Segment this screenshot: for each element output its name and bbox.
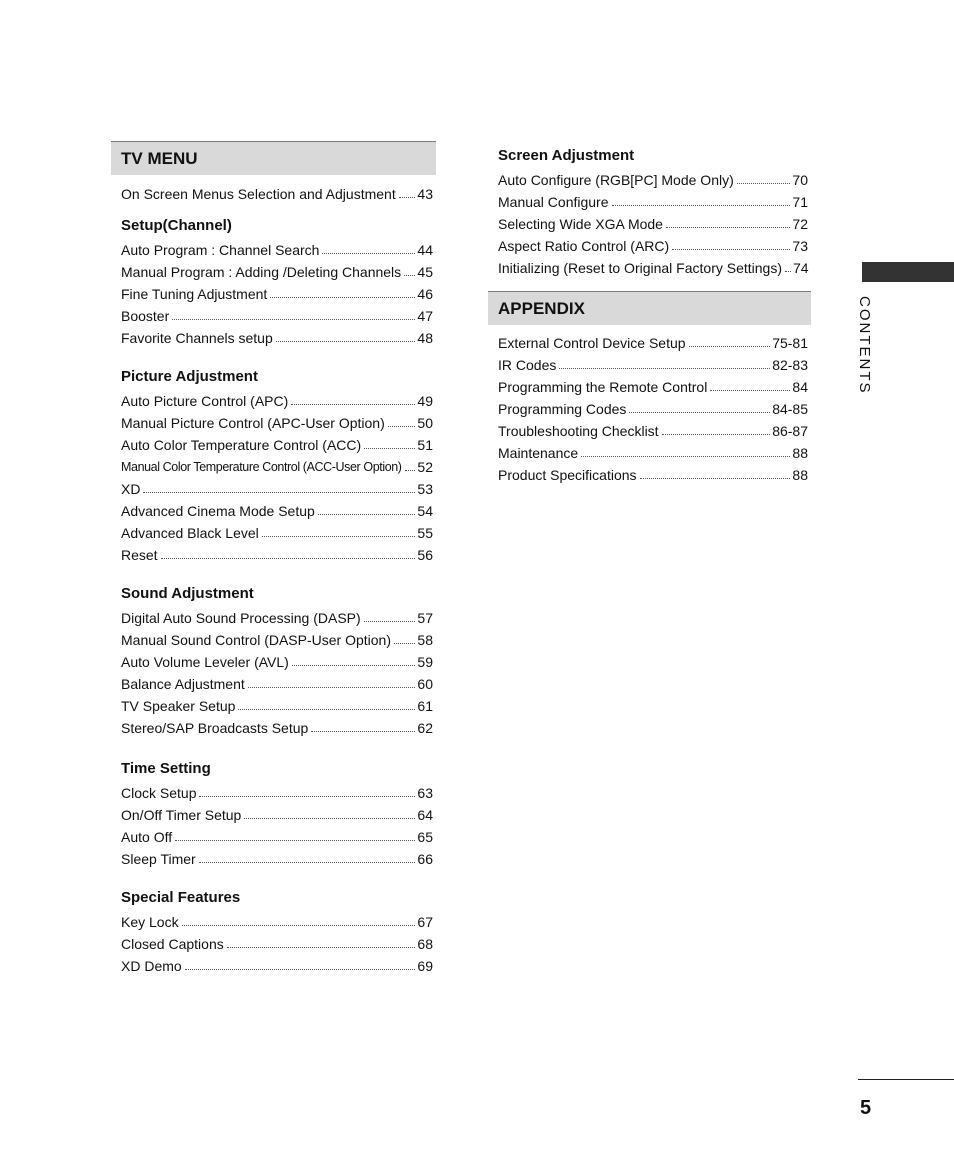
dot-leader [689, 346, 771, 347]
toc-entry[interactable] [121, 671, 433, 693]
toc-entry-page: 60 [417, 676, 433, 692]
side-tab-label: CONTENTS [856, 296, 873, 395]
toc-entry-label: Auto Color Temperature Control (ACC) [121, 437, 362, 453]
toc-entry-page: 69 [417, 958, 433, 974]
group-special-features [111, 887, 436, 975]
toc-entry-label: Favorite Channels setup [121, 330, 273, 346]
toc-entry-page: 67 [417, 914, 433, 930]
toc-entry-page: 72 [792, 216, 808, 232]
toc-entry[interactable] [121, 476, 433, 498]
toc-entry-label: Maintenance [498, 445, 579, 461]
toc-entry[interactable] [498, 167, 808, 189]
tv-menu-intro [111, 175, 436, 203]
toc-entry-label: Balance Adjustment [121, 676, 245, 692]
dot-leader [405, 470, 416, 471]
toc-entry[interactable] [121, 303, 433, 325]
toc-entry-page: 66 [417, 851, 433, 867]
group-title: Setup(Channel) [121, 217, 232, 234]
toc-entry[interactable] [498, 374, 808, 396]
page-number: 5 [860, 1097, 872, 1119]
toc-entry-page: 45 [417, 264, 433, 280]
toc-entry[interactable] [121, 237, 433, 259]
toc-entry-page: 73 [792, 238, 808, 254]
toc-entry-label: Selecting Wide XGA Mode [498, 216, 663, 232]
toc-entry-label: Manual Picture Control (APC-User Option) [121, 415, 385, 431]
toc-entry-page: 53 [417, 481, 433, 497]
toc-entry[interactable] [498, 189, 808, 211]
dot-leader [399, 197, 416, 198]
toc-entry-page: 64 [417, 807, 433, 823]
toc-entry-label: TV Speaker Setup [121, 698, 236, 714]
dot-leader [662, 434, 771, 435]
dot-leader [244, 818, 415, 819]
toc-entry[interactable] [121, 259, 433, 281]
dot-leader [737, 183, 791, 184]
toc-entry-label: Auto Volume Leveler (AVL) [121, 654, 289, 670]
dot-leader [238, 709, 415, 710]
toc-entry[interactable] [121, 410, 433, 432]
toc-entry[interactable] [121, 605, 433, 627]
toc-entry-page: 70 [792, 172, 808, 188]
toc-entry-label: Initializing (Reset to Original Factory Settings) [498, 260, 782, 276]
toc-entry[interactable] [121, 432, 433, 454]
toc-entry-label: Booster [121, 308, 170, 324]
group-title: Time Setting [121, 760, 211, 777]
group-time-setting [111, 758, 436, 868]
toc-entry[interactable] [121, 780, 433, 802]
toc-entry-page: 71 [792, 194, 808, 210]
toc-entry-page: 74 [793, 260, 809, 276]
toc-entry-label: Manual Color Temperature Control (ACC-User Option) [121, 460, 402, 474]
dot-leader [364, 621, 416, 622]
toc-entry[interactable] [498, 255, 808, 277]
dot-leader [227, 947, 416, 948]
dot-leader [640, 478, 791, 479]
toc-entry-label: IR Codes [498, 357, 557, 373]
toc-entry[interactable] [121, 824, 433, 846]
toc-entry-label: Advanced Cinema Mode Setup [121, 503, 315, 519]
toc-entry-label: Auto Picture Control (APC) [121, 393, 289, 409]
toc-entry-label: Auto Configure (RGB[PC] Mode Only) [498, 172, 734, 188]
toc-entry-page: 46 [417, 286, 433, 302]
section-header-tv-menu: TV MENU [111, 141, 436, 175]
toc-entry[interactable] [498, 233, 808, 255]
section-header-appendix: APPENDIX [488, 291, 811, 325]
toc-entry-page: 61 [417, 698, 433, 714]
dot-leader [292, 665, 416, 666]
toc-entry-page: 56 [417, 547, 433, 563]
dot-leader [559, 368, 770, 369]
group-setup-channel [111, 215, 436, 347]
toc-entry-label: Manual Sound Control (DASP-User Option) [121, 632, 392, 648]
toc-entry-label: Aspect Ratio Control (ARC) [498, 238, 670, 254]
dot-leader [143, 492, 415, 493]
dot-leader [270, 297, 415, 298]
dot-leader [710, 390, 790, 391]
toc-entry-label: Manual Configure [498, 194, 609, 210]
dot-leader [629, 412, 770, 413]
toc-entry[interactable] [498, 396, 808, 418]
toc-entry-label: External Control Device Setup [498, 335, 686, 351]
toc-entry-label: Troubleshooting Checklist [498, 423, 659, 439]
toc-entry-page: 52 [417, 459, 433, 475]
toc-entry-label: Auto Program : Channel Search [121, 242, 320, 258]
right-column [488, 141, 811, 484]
dot-leader [388, 426, 416, 427]
dot-leader [612, 205, 791, 206]
toc-entry-label: Auto Off [121, 829, 173, 845]
group-title: Picture Adjustment [121, 368, 258, 385]
toc-entry[interactable] [121, 953, 433, 975]
toc-entry-label: Advanced Black Level [121, 525, 259, 541]
dot-leader [172, 319, 415, 320]
dot-leader [581, 456, 790, 457]
dot-leader [672, 249, 790, 250]
toc-entry-label: On/Off Timer Setup [121, 807, 242, 823]
toc-entry-page: 59 [417, 654, 433, 670]
toc-entry-label: XD [121, 481, 141, 497]
dot-leader [666, 227, 790, 228]
dot-leader [161, 558, 416, 559]
dot-leader [394, 643, 415, 644]
toc-entry[interactable] [121, 931, 433, 953]
toc-entry[interactable] [121, 325, 433, 347]
dot-leader [175, 840, 415, 841]
left-column [111, 141, 436, 975]
dot-leader [318, 514, 416, 515]
toc-entry[interactable] [121, 802, 433, 824]
dot-leader [404, 275, 415, 276]
dot-leader [364, 448, 415, 449]
dot-leader [785, 271, 791, 272]
toc-entry-page: 82-83 [772, 357, 808, 373]
dot-leader [322, 253, 415, 254]
toc-entry[interactable] [121, 281, 433, 303]
group-screen-adjustment [488, 141, 811, 277]
toc-entry[interactable] [121, 909, 433, 931]
toc-entry-page: 62 [417, 720, 433, 736]
toc-entry[interactable] [121, 498, 433, 520]
toc-entry-page: 44 [417, 242, 433, 258]
toc-entry-label: Manual Program : Adding /Deleting Channels [121, 264, 402, 280]
dot-leader [311, 731, 415, 732]
toc-entry-page: 51 [417, 437, 433, 453]
toc-entry-label: Sleep Timer [121, 851, 196, 867]
toc-entry-label: XD Demo [121, 958, 182, 974]
toc-entry-label: Key Lock [121, 914, 179, 930]
toc-entry-label: Stereo/SAP Broadcasts Setup [121, 720, 309, 736]
toc-entry-page: 55 [417, 525, 433, 541]
toc-entry-page: 49 [417, 393, 433, 409]
toc-entry-page: 88 [792, 445, 808, 461]
toc-entry-page: 84 [792, 379, 808, 395]
toc-entry[interactable] [121, 454, 433, 476]
toc-entry[interactable] [121, 649, 433, 671]
toc-entry-label: Clock Setup [121, 785, 197, 801]
group-sound-adjustment [111, 583, 436, 737]
toc-entry[interactable] [498, 330, 808, 352]
toc-entry-page: 65 [417, 829, 433, 845]
group-title: Sound Adjustment [121, 585, 254, 602]
toc-entry-label: Programming Codes [498, 401, 627, 417]
toc-entry-page: 58 [417, 632, 433, 648]
toc-entry-page: 86-87 [772, 423, 808, 439]
toc-entry-page: 63 [417, 785, 433, 801]
toc-entry-label: Programming the Remote Control [498, 379, 708, 395]
toc-entry[interactable] [121, 627, 433, 649]
dot-leader [276, 341, 416, 342]
toc-entry[interactable] [121, 542, 433, 564]
side-tab-bar [862, 262, 954, 282]
toc-entry[interactable] [498, 211, 808, 233]
toc-entry[interactable] [498, 352, 808, 374]
toc-entry-page: 88 [792, 467, 808, 483]
toc-entry[interactable] [121, 181, 433, 203]
toc-entry-label: On Screen Menus Selection and Adjustment [121, 186, 396, 202]
toc-entry-label: Digital Auto Sound Processing (DASP) [121, 610, 361, 626]
toc-entry[interactable] [121, 846, 433, 868]
toc-entry-label: Reset [121, 547, 158, 563]
toc-entry[interactable] [498, 440, 808, 462]
group-picture-adjustment [111, 366, 436, 564]
toc-entry-page: 68 [417, 936, 433, 952]
dot-leader [182, 925, 416, 926]
toc-entry[interactable] [121, 388, 433, 410]
toc-entry-page: 50 [417, 415, 433, 431]
dot-leader [262, 536, 416, 537]
dot-leader [248, 687, 416, 688]
toc-entry-page: 84-85 [772, 401, 808, 417]
toc-entry-page: 43 [417, 186, 433, 202]
group-title: Screen Adjustment [498, 147, 635, 164]
toc-entry-page: 47 [417, 308, 433, 324]
group-appendix [488, 325, 811, 484]
dot-leader [291, 404, 415, 405]
toc-entry-label: Fine Tuning Adjustment [121, 286, 268, 302]
toc-entry-label: Closed Captions [121, 936, 224, 952]
dot-leader [199, 796, 415, 797]
footer-rule [858, 1079, 954, 1080]
toc-entry-page: 57 [417, 610, 433, 626]
toc-entry[interactable] [121, 693, 433, 715]
dot-leader [185, 969, 416, 970]
dot-leader [199, 862, 416, 863]
toc-entry[interactable] [498, 418, 808, 440]
toc-entry[interactable] [498, 462, 808, 484]
toc-entry[interactable] [121, 715, 433, 737]
toc-entry-page: 75-81 [772, 335, 808, 351]
toc-entry-label: Product Specifications [498, 467, 637, 483]
group-title: Special Features [121, 889, 241, 906]
toc-entry[interactable] [121, 520, 433, 542]
toc-entry-page: 54 [417, 503, 433, 519]
toc-entry-page: 48 [417, 330, 433, 346]
